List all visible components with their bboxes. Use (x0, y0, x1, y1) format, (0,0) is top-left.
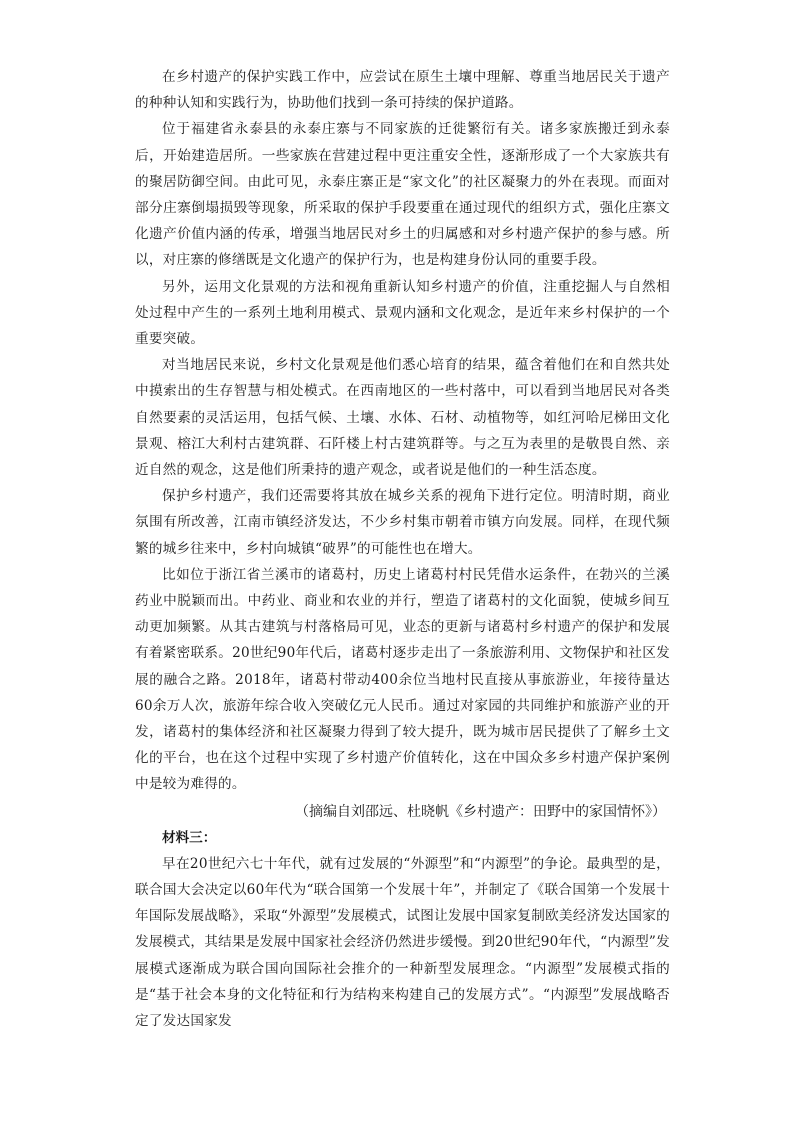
section-3-paragraph-1: 早在20世纪六七十年代，就有过发展的“外源型”和“内源型”的争论。最典型的是，联合国大会决定以60年代为“联合国第一个发展十年”，并制定了《联合国第一个发展十年国际发展战略》，采取“外源型”发展模式，试图让发展中国家复制欧美经济发达国家的发展模式，其结果是发展中国家社会经济仍然进步缓慢。到20世纪90年代，“内源型”发展模式逐渐成为联合国向国际社会推介的一种新型发展理念。“内源型”发展模式指的是“基于社会本身的文化特征和行为结构来构建自己的发展方式”。“内源型”发展战略否定了发达国家发 (135, 855, 670, 1029)
source-citation: （摘编自刘邵远、杜晓帆《乡村遗产：田野中的家国情怀》） (295, 803, 666, 820)
paragraph-4: 对当地居民来说，乡村文化景观是他们悉心培育的结果，蕴含着他们在和自然共处中摸索出的生存智慧与相处模式。在西南地区的一些村落中，可以看到当地居民对各类自然要素的灵活运用，包括气候、土壤、水体、石材、动植物等，如红河哈尼梯田文化景观、榕江大利村古建筑群、石阡楼上村古建筑群等。与之互为表里的是敬畏自然、亲近自然的观念，这是他们所秉持的遗产观念，或者说是他们的一种生活态度。 (135, 357, 670, 479)
paragraph-3: 另外，运用文化景观的方法和视角重新认知乡村遗产的价值，注重挖掘人与自然相处过程中产生的一系列土地利用模式、景观内涵和文化观念，是近年来乡村保护的一个重要突破。 (135, 278, 670, 348)
document-page (135, 64, 670, 1034)
paragraph-1: 在乡村遗产的保护实践工作中，应尝试在原生土壤中理解、尊重当地居民关于遗产的种种认知和实践行为，协助他们找到一条可持续的保护道路。 (135, 69, 670, 112)
section-3-label: 材料三： (162, 829, 217, 846)
paragraph-6: 比如位于浙江省兰溪市的诸葛村，历史上诸葛村村民凭借水运条件，在勃兴的兰溪药业中脱颖而出。中药业、商业和农业的并行，塑造了诸葛村的文化面貌，使城乡间互动更加频繁。从其古建筑与村落格局可见，业态的更新与诸葛村乡村遗产的保护和发展有着紧密联系。20世纪90年代后，诸葛村逐步走出了一条旅游利用、文物保护和社区发展的融合之路。2018年，诸葛村带动400余位当地村民直接从事旅游业，年接待量达60余万人次，旅游年综合收入突破亿元人民币。通过对家园的共同维护和旅游产业的开发，诸葛村的集体经济和社区凝聚力得到了较大提升，既为城市居民提供了了解乡土文化的平台，也在这个过程中实现了乡村遗产价值转化，这在中国众多乡村遗产保护案例中是较为难得的。 (135, 566, 670, 793)
paragraph-2: 位于福建省永泰县的永泰庄寨与不同家族的迁徙繁衍有关。诸多家族搬迁到永泰后，开始建造居所。一些家族在营建过程中更注重安全性，逐渐形成了一个大家族共有的聚居防御空间。由此可见，永泰庄寨正是“家文化”的社区凝聚力的外在表现。而面对部分庄寨倒塌损毁等现象，所采取的保护手段要重在通过现代的组织方式，强化庄寨文化遗产价值内涵的传承，增强当地居民对乡土的归属感和对乡村遗产保护的参与感。所以，对庄寨的修缮既是文化遗产的保护行为，也是构建身份认同的重要手段。 (135, 121, 670, 269)
paragraph-5: 保护乡村遗产，我们还需要将其放在城乡关系的视角下进行定位。明清时期，商业氛围有所改善，江南市镇经济发达，不少乡村集市朝着市镇方向发展。同样，在现代频繁的城乡往来中，乡村向城镇“破界”的可能性也在增大。 (135, 488, 670, 557)
